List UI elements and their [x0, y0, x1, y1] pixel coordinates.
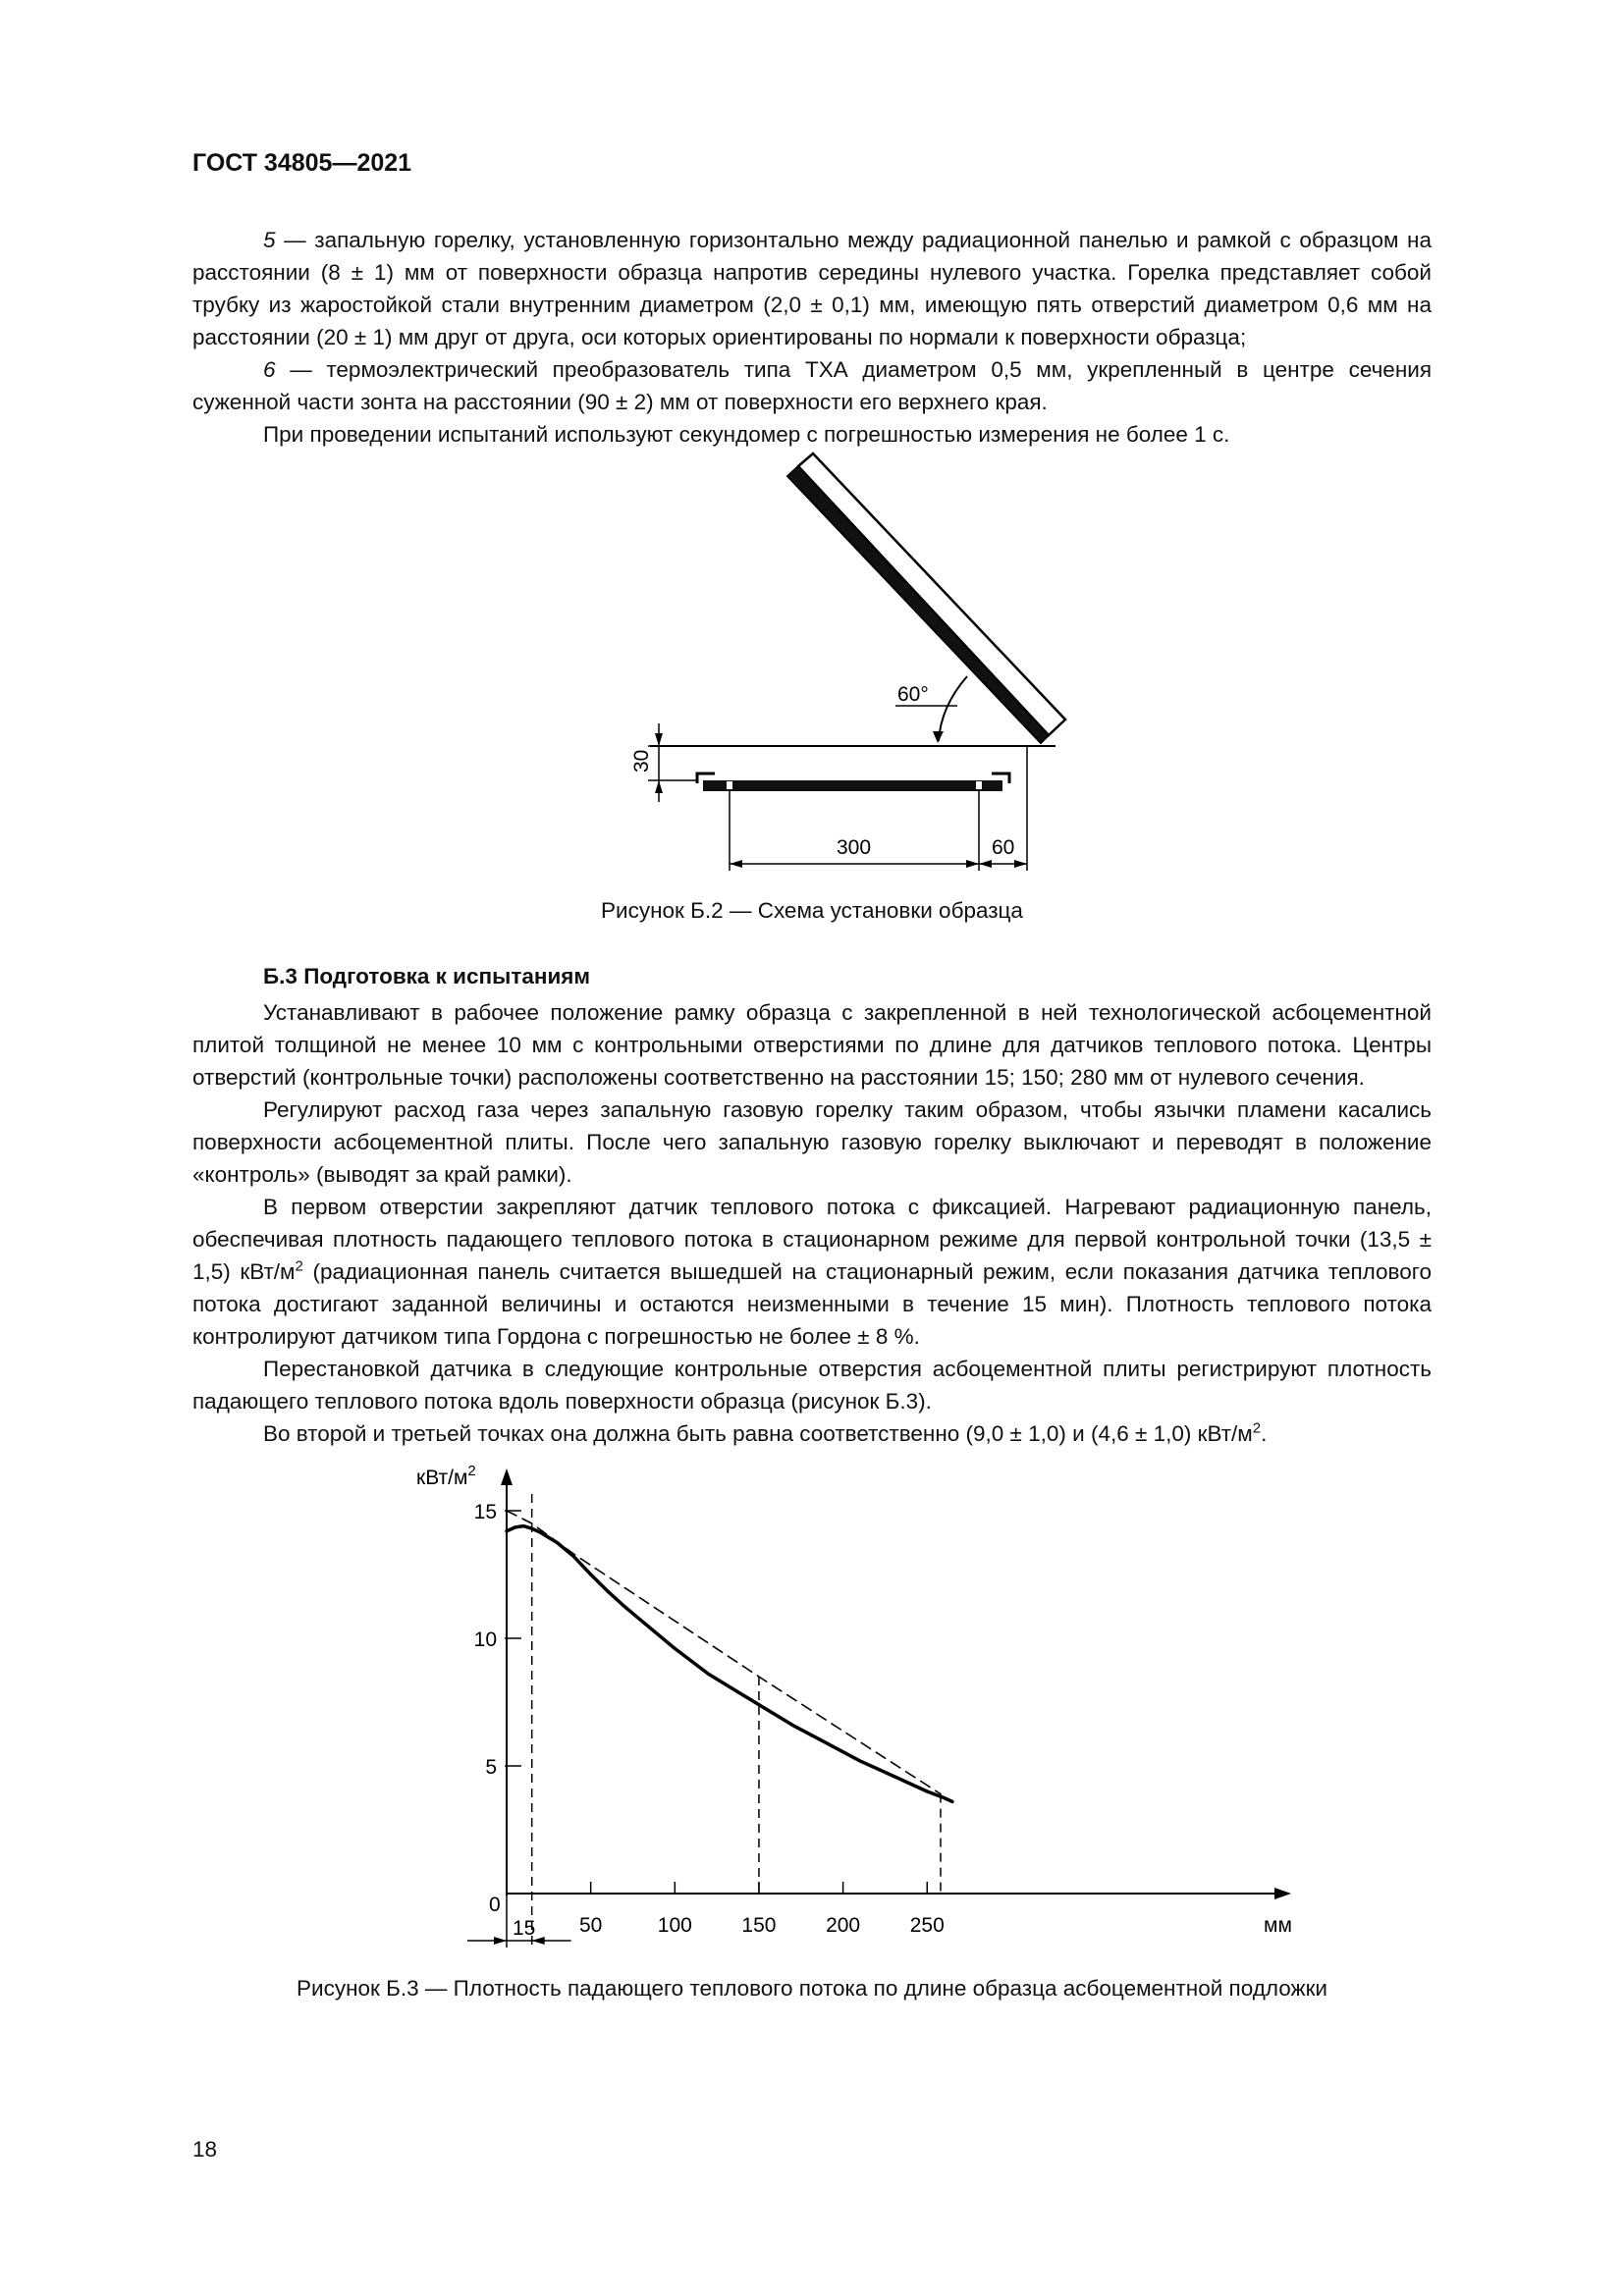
origin-label: 0: [489, 1894, 501, 1916]
y-axis-label-unit: кВт/м: [416, 1467, 468, 1489]
document-header: ГОСТ 34805—2021: [192, 149, 412, 177]
y-tick-label: 5: [485, 1756, 497, 1779]
series-line-reference: [507, 1511, 941, 1794]
paragraph-5-part-b: .: [1261, 1421, 1268, 1446]
x-tick-label: 50: [578, 1914, 603, 1937]
x-tick-label: 250: [909, 1914, 945, 1937]
item-text: — запальную горелку, установленную горизонтально между радиационной панелью и рамкой с образцом на расстоянии (8 ± 1) мм от поверхности образца напротив середины нулевого участка. Горелка представляет собой трубку из жаростойкой стали внутренним диаметром (2,0 ± 0,1) мм, имеющую пять отверстий диаметром 0,6 мм на расстоянии (20 ± 1) мм друг от друга, оси которых ориентированы по нормали к поверхности образца;: [192, 228, 1432, 349]
figure-b3-chart: [393, 1453, 1335, 1963]
top-text-block: [192, 224, 1432, 451]
figure-b3-caption: Рисунок Б.3 — Плотность падающего теплового потока по длине образца асбоцементной подложки: [297, 1976, 1327, 2001]
x-tick-label: 200: [826, 1914, 861, 1937]
paragraph-3-part-b: (радиационная панель считается вышедшей на стационарный режим, если показания датчика теплового потока достигают заданной величины и остаются неизменными в течение 15 мин). Плотность теплового потока контролируют датчиком типа Гордона с погрешностью не более ± 8 %.: [192, 1259, 1432, 1349]
paragraph-item-5: [192, 224, 1432, 353]
paragraph-4: Перестановкой датчика в следующие контрольные отверстия асбоцементной плиты регистрируют плотность падающего теплового потока вдоль поверхности образца (рисунок Б.3).: [192, 1357, 1432, 1414]
paragraph-5: [192, 1417, 1432, 1450]
item-text: — термоэлектрический преобразователь типа ТХА диаметром 0,5 мм, укрепленный в центре сечения суженной части зонта на расстоянии (90 ± 2) мм от поверхности его верхнего края.: [192, 357, 1432, 414]
y-tick-label: 15: [473, 1501, 497, 1523]
sample-frame: [697, 774, 1009, 791]
height-arrow-bottom: [655, 780, 663, 793]
height-label: 30: [630, 749, 653, 773]
x-axis-label: мм: [1264, 1914, 1292, 1937]
height-arrow-top: [655, 733, 663, 746]
offset-label: 60: [992, 836, 1015, 859]
dimension-label: 15: [513, 1917, 536, 1940]
paragraph-3: [192, 1191, 1432, 1353]
length-arrow-right: [966, 860, 979, 868]
figure-b2-diagram: [589, 447, 1100, 879]
y-axis-label: [416, 1463, 476, 1489]
figure-b2-caption: Рисунок Б.2 — Схема установки образца: [601, 898, 1023, 923]
x-axis-arrow: [1274, 1888, 1291, 1899]
offset-arrow-right: [1014, 860, 1027, 868]
y-axis-label-sup: 2: [467, 1463, 476, 1479]
paragraph-3-part-a: В первом отверстии закрепляют датчик теплового потока с фиксацией. Нагревают радиационную панель, обеспечивая плотность падающего теплового потока в стационарном режиме для первой контрольной точки (13,5 ± 1,5) кВт/м: [192, 1195, 1432, 1284]
paragraph-2: Регулируют расход газа через запальную газовую горелку таким образом, чтобы язычки пламени касались поверхности асбоцементной плиты. После чего запальную газовую горелку выключают и переводят в положение «контроль» (выводят за край рамки).: [192, 1097, 1432, 1187]
item-number: 6: [263, 357, 276, 382]
series-line-measured: [507, 1526, 952, 1802]
paragraph-text: При проведении испытаний используют секундомер с погрешностью измерения не более 1 с.: [263, 422, 1230, 447]
page-number: 18: [192, 2137, 218, 2162]
paragraph-1: Устанавливают в рабочее положение рамку образца с закрепленной в ней технологической асбоцементной плитой толщиной не менее 10 мм с контрольными отверстиями по длине для датчиков теплового потока. Центры отверстий (контрольные точки) расположены соответственно на расстоянии 15; 150; 280 мм от нулевого сечения.: [192, 1000, 1432, 1090]
dimension-arrow-left: [494, 1937, 507, 1945]
unit-superscript: 2: [1252, 1419, 1262, 1437]
paragraph-item-6: [192, 353, 1432, 418]
section-text-block: [192, 996, 1432, 1450]
angle-label: 60°: [897, 683, 929, 706]
paragraph-5-part-a: Во второй и третьей точках она должна быть равна соответственно (9,0 ± 1,0) и (4,6 ± 1,0) кВт/м: [263, 1421, 1253, 1446]
y-tick-label: 10: [473, 1629, 497, 1651]
length-label: 300: [837, 836, 872, 859]
x-tick-label: 150: [741, 1914, 777, 1937]
length-arrow-left: [730, 860, 742, 868]
x-tick-label: 100: [657, 1914, 692, 1937]
y-axis-arrow: [501, 1468, 513, 1485]
offset-arrow-left: [979, 860, 992, 868]
item-number: 5: [263, 228, 276, 252]
unit-superscript: 2: [295, 1257, 303, 1275]
angle-arrow: [933, 731, 944, 743]
section-title: Б.3 Подготовка к испытаниям: [263, 964, 591, 988]
